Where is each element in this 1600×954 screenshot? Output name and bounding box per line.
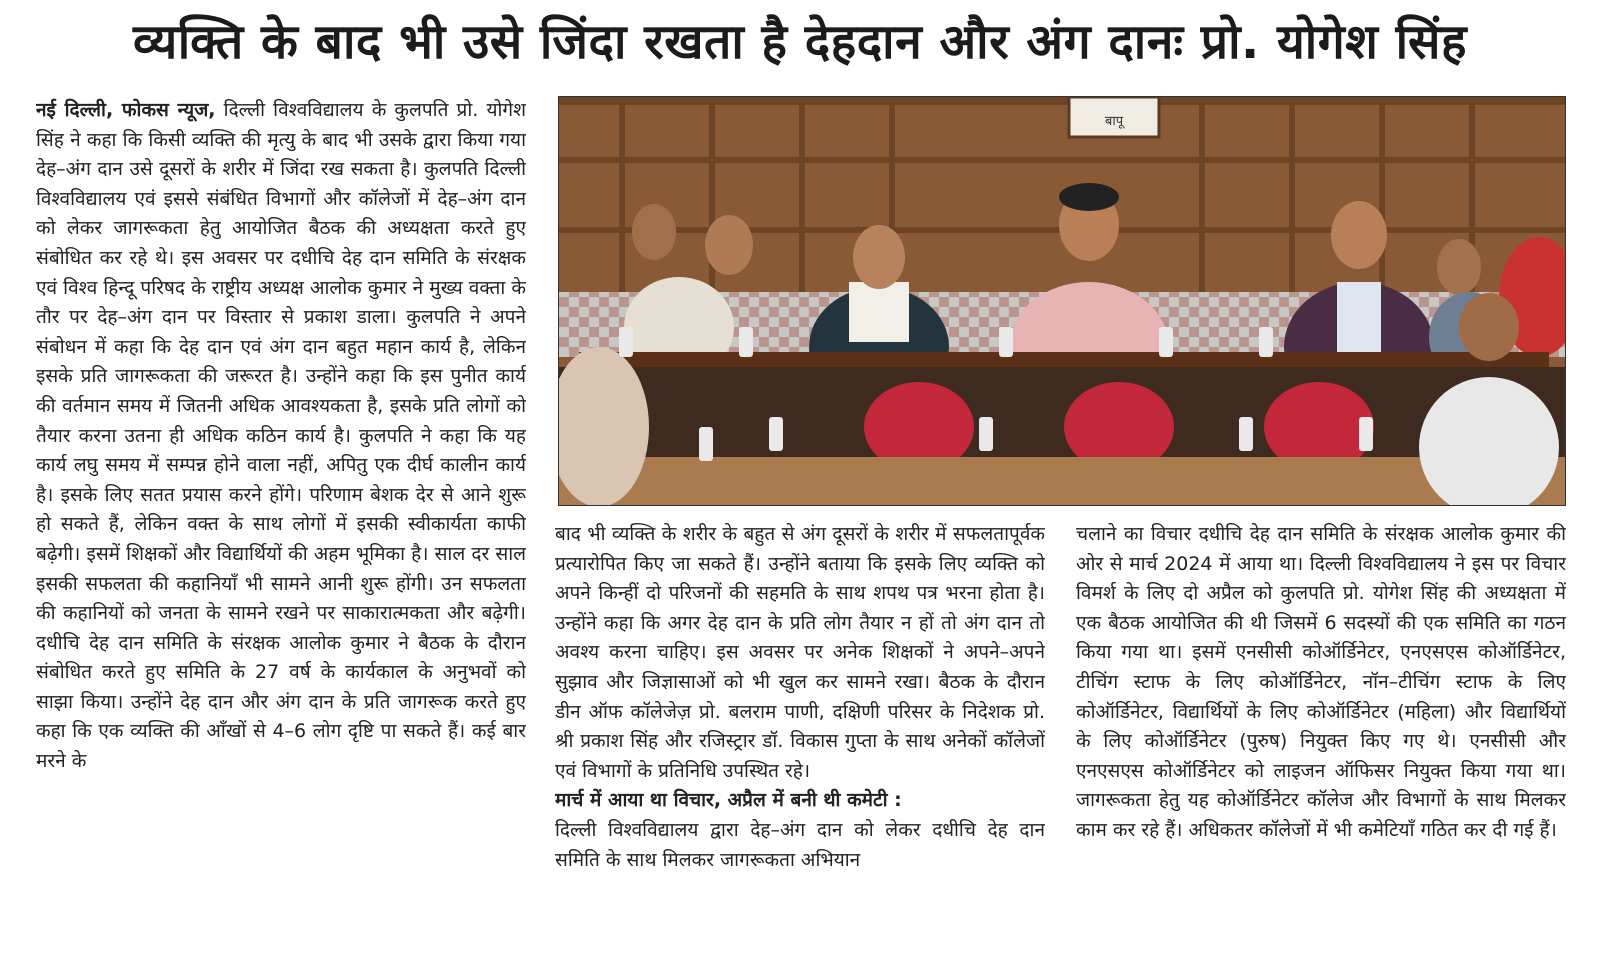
meeting-photo-illustration — [559, 97, 1566, 506]
column-1-text: दिल्ली विश्वविद्यालय के कुलपति प्रो. योगेश सिंह ने कहा कि किसी व्यक्ति की मृत्यु के बाद भी उसके द्वारा किया गया देह–अंग दान उसे दूसरों के शरीर में जिंदा रख सकता है। कुलपति दिल्ली विश्वविद्यालय एवं इससे संबंधित विभागों और कॉलेजों में देह–अंग दान को लेकर जागरूकता हेतु आयोजित बैठक की अध्यक्षता करते हुए संबोधित कर रहे थे। इस अवसर पर दधीचि देह दान समिति के संरक्षक एवं विश्व हिन्दू परिषद के राष्ट्रीय अध्यक्ष आलोक कुमार ने मुख्य वक्ता के तौर पर देह–अंग दान पर विस्तार से प्रकाश डाला। कुलपति ने अपने संबोधन में कहा कि देह दान एवं अंग दान बहुत महान कार्य है, लेकिन इसके प्रति जागरूकता की जरूरत है। उन्होंने कहा कि इस पुनीत कार्य की वर्तमान समय में जितनी अधिक आवश्यकता है, इसके प्रति लोगों को तैयार करना उतना ही अधिक कठिन कार्य है। कुलपति ने कहा कि यह कार्य लघु समय में सम्पन्न होने वाला नहीं, अपितु एक दीर्घ कालीन कार्य है। इसके लिए सतत प्रयास करने होंगे। परिणाम बेशक देर से आने शुरू हो सकते हैं, लेकिन वक्त के साथ लोगों में इसकी स्वीकार्यता काफी बढ़ेगी। इसमें शिक्षकों और विद्यार्थियों की अहम भूमिका है। साल दर साल इसकी सफलता की कहानियाँ भी सामने आनी शुरू होंगी। उन सफलता की कहानियों को जनता के सामने रखने पर साकारात्मकता और बढ़ेगी। दधीचि देह दान समिति के संरक्षक आलोक कुमार ने बैठक के दौरान संबोधित करते हुए समिति के 27 वर्ष के कार्यकाल के अनुभवों को साझा किया। उन्होंने देह दान और अंग दान के प्रति जागरूक करते हुए कहा कि एक व्यक्ति की आँखों से 4–6 लोग दृष्टि पा सकते हैं। कई बार मरने के — [36, 99, 526, 773]
article-column-3 — [1076, 520, 1566, 940]
article-subhead: मार्च में आया था विचार, अप्रैल में बनी थी कमेटी : — [555, 789, 902, 812]
article-column-2 — [555, 520, 1045, 940]
frame-caption: बापू — [1104, 114, 1124, 129]
column-2-tail-text: दिल्ली विश्वविद्यालय द्वारा देह–अंग दान को लेकर दधीचि देह दान समिति के साथ मिलकर जागरूकता अभियान — [555, 818, 1045, 871]
article-column-1 — [36, 96, 526, 944]
meeting-photo — [558, 96, 1566, 506]
dateline: नई दिल्ली, फोकस न्यूज, — [36, 99, 216, 121]
article-headline: व्यक्ति के बाद भी उसे जिंदा रखता है देहदान और अंग दानः प्रो. योगेश सिंह — [132, 14, 1467, 70]
column-2-text: बाद भी व्यक्ति के शरीर के बहुत से अंग दूसरों के शरीर में सफलतापूर्वक प्रत्यारोपित किए जा सकते हैं। उन्होंने बताया कि इसके लिए व्यक्ति को अपने किन्हीं दो परिजनों की सहमति के साथ शपथ पत्र भरना होता है। उन्होंने कहा कि अगर देह दान के प्रति लोग तैयार न हों तो अंग दान तो अवश्य करना चाहिए। इस अवसर पर अनेक शिक्षकों ने अपने–अपने सुझाव और जिज्ञासाओं को भी खुल कर सामने रखा। बैठक के दौरान डीन ऑफ कॉलेजेज़ प्रो. बलराम पाणी, दक्षिणी परिसर के निदेशक प्रो. श्री प्रकाश सिंह और रजिस्ट्रार डॉ. विकास गुप्ता के साथ अनेकों कॉलेजों एवं विभागों के प्रतिनिधि उपस्थित रहे। — [555, 523, 1045, 782]
column-3-text: चलाने का विचार दधीचि देह दान समिति के संरक्षक आलोक कुमार की ओर से मार्च 2024 में आया था। दिल्ली विश्वविद्यालय ने इस पर विचार विमर्श के लिए दो अप्रैल को कुलपति प्रो. योगेश सिंह की अध्यक्षता में एक बैठक आयोजित की थी जिसमें 6 सदस्यों की एक समिति का गठन किया गया था। इसमें एनसीसी कोऑर्डिनेटर, एनएसएस कोऑर्डिनेटर, टीचिंग स्टाफ के लिए कोऑर्डिनेटर, नॉन–टीचिंग स्टाफ के लिए कोऑर्डिनेटर, विद्यार्थियों के लिए कोऑर्डिनेटर (महिला) और विद्यार्थियों के लिए कोऑर्डिनेटर (पुरुष) नियुक्त किए गए थे। एनसीसी और एनएसएस कोऑर्डिनेटर को लाइजन ऑफिसर नियुक्त किया गया था। जागरूकता हेतु यह कोऑर्डिनेटर कॉलेज और विभागों के साथ मिलकर काम कर रहे हैं। अधिकतर कॉलेजों में भी कमेटियाँ गठित कर दी गई हैं। — [1076, 523, 1566, 841]
